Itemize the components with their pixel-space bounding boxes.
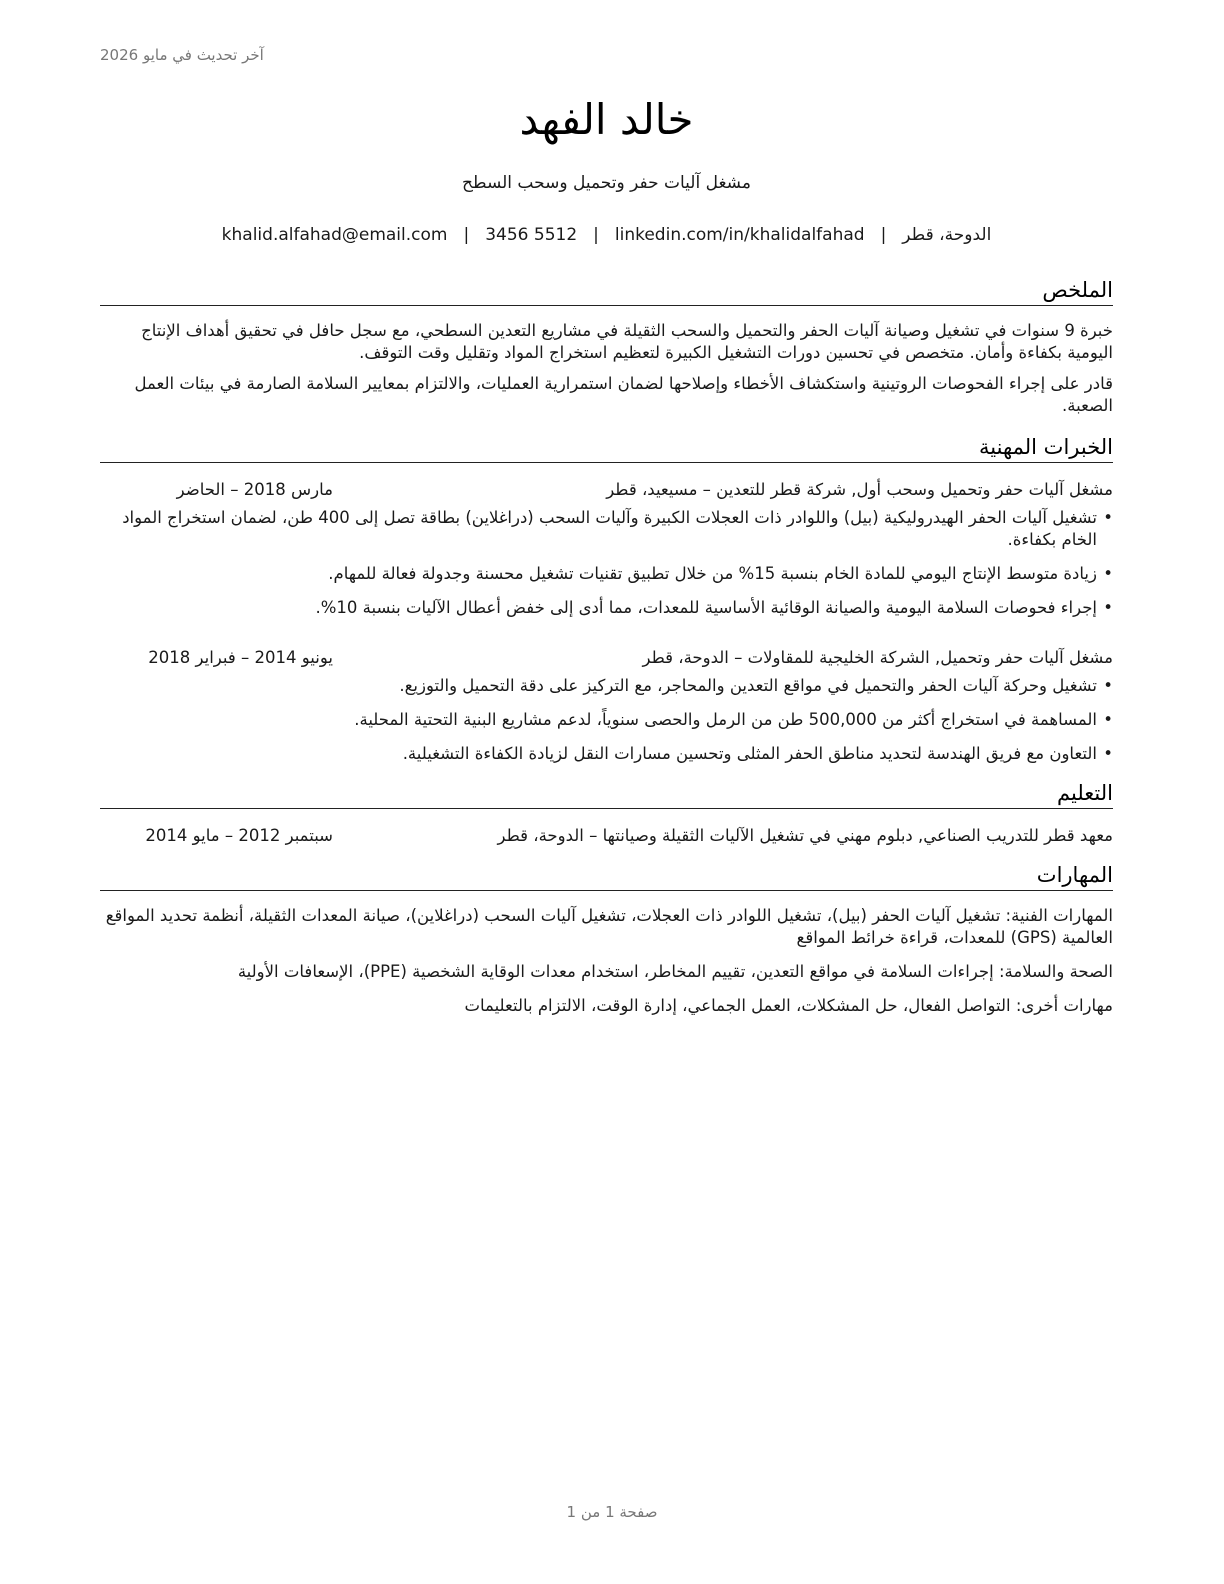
skills-line-technical: المهارات الفنية: تشغيل آليات الحفر (بيل)، تشغيل اللوادر ذات العجلات، تشغيل آليات السحب (دراغلاين)، صيانة المعدات الثقيلة، أنظمة تحديد المواقع العالمية (GPS) للمعدات، قراءة خرائط المواقع — [105, 906, 1113, 947]
resume-content — [100, 276, 1113, 1029]
section-heading-experience: الخبرات المهنية — [100, 433, 1113, 463]
bullet-text: المساهمة في استخراج أكثر من 500,000 طن من الرمل والحصى سنوياً، لدعم مشاريع البنية التحتية المحلية. — [354, 710, 1097, 729]
job-role: مشغل آليات حفر وتحميل, الشركة الخليجية للمقاولات – الدوحة، قطر — [642, 648, 1113, 667]
job-header — [100, 477, 1113, 503]
bullet-dot-icon: • — [1103, 508, 1113, 527]
job-role: مشغل آليات حفر وتحميل وسحب أول, شركة قطر للتعدين – مسيعيد، قطر — [606, 480, 1113, 499]
summary-paragraph: خبرة 9 سنوات في تشغيل وصيانة آليات الحفر والتحميل والسحب الثقيلة في مشاريع التعدين السطحي، مع سجل حافل في تحقيق أهداف الإنتاج اليومية بكفاءة وأمان. متخصص في تحسين دورات التشغيل الكبيرة لتعظيم استخراج المواد وتقليل وقت التوقف. — [141, 321, 1113, 362]
bullet-text: تشغيل آليات الحفر الهيدروليكية (بيل) واللوادر ذات العجلات الكبيرة وآليات السحب (دراغلاين) بطاقة تصل إلى 400 طن، لضمان استخراج المواد الخام بكفاءة. — [122, 508, 1097, 549]
job-dates: مارس 2018 – الحاضر — [176, 480, 333, 499]
education-institution: معهد قطر للتدريب الصناعي, دبلوم مهني في تشغيل الآليات الثقيلة وصيانتها – الدوحة، قطر — [497, 826, 1113, 845]
bullet-dot-icon: • — [1103, 676, 1113, 695]
candidate-title: مشغل آليات حفر وتحميل وسحب السطح — [462, 173, 751, 193]
bullet-dot-icon: • — [1103, 744, 1113, 763]
section-heading-education: التعليم — [100, 779, 1113, 809]
list-item — [100, 743, 1113, 765]
contact-location: الدوحة، قطر — [902, 225, 992, 245]
bullet-text: زيادة متوسط الإنتاج اليومي للمادة الخام بنسبة 15% من خلال تطبيق تقنيات تشغيل محسنة وجدولة فعالة للمهام. — [328, 564, 1097, 583]
job-dates: يونيو 2014 – فبراير 2018 — [148, 648, 333, 667]
contact-line — [100, 222, 1113, 248]
bullet-dot-icon: • — [1103, 598, 1113, 617]
contact-separator: | — [463, 225, 470, 245]
candidate-name: خالد الفهد — [519, 95, 694, 144]
contact-separator: | — [880, 225, 887, 245]
job-bullets — [100, 675, 1113, 765]
last-updated-note: آخر تحديث في مايو 2026 — [100, 46, 264, 64]
summary-paragraph: قادر على إجراء الفحوصات الروتينية واستكشاف الأخطاء وإصلاحها لضمان استمرارية العمليات، والالتزام بمعايير السلامة الصارمة في بيئات العمل الصعبة. — [134, 374, 1113, 415]
list-item — [100, 675, 1113, 697]
education-entry — [100, 823, 1113, 849]
education-dates: سبتمبر 2012 – مايو 2014 — [145, 826, 333, 845]
contact-linkedin[interactable]: linkedin.com/in/khalidalfahad — [614, 225, 865, 245]
section-heading-skills: المهارات — [100, 861, 1113, 891]
page-number: صفحة 1 من 1 — [566, 1503, 658, 1521]
job-header — [100, 645, 1113, 671]
job-entry — [100, 477, 1113, 619]
list-item — [100, 507, 1113, 551]
contact-separator: | — [593, 225, 599, 245]
education-section — [100, 779, 1113, 849]
job-bullets — [100, 507, 1113, 619]
bullet-dot-icon: • — [1103, 564, 1113, 583]
list-item — [100, 563, 1113, 585]
skills-section — [100, 861, 1113, 1017]
skills-line-safety: الصحة والسلامة: إجراءات السلامة في مواقع التعدين، تقييم المخاطر، استخدام معدات الوقاية الشخصية (PPE)، الإسعافات الأولية — [237, 962, 1113, 981]
contact-phone: 3456 5512 — [485, 225, 578, 245]
section-heading-summary: الملخص — [100, 276, 1113, 306]
bullet-text: تشغيل وحركة آليات الحفر والتحميل في مواقع التعدين والمحاجر، مع التركيز على دقة التحميل والتوزيع. — [399, 676, 1097, 695]
contact-email[interactable]: khalid.alfahad@email.com — [221, 225, 448, 245]
list-item — [100, 597, 1113, 619]
experience-section — [100, 433, 1113, 765]
job-entry — [100, 645, 1113, 765]
bullet-text: إجراء فحوصات السلامة اليومية والصيانة الوقائية الأساسية للمعدات، مما أدى إلى خفض أعطال الآليات بنسبة 10%. — [315, 598, 1097, 617]
bullet-dot-icon: • — [1103, 710, 1113, 729]
bullet-text: التعاون مع فريق الهندسة لتحديد مناطق الحفر المثلى وتحسين مسارات النقل لزيادة الكفاءة التشغيلية. — [402, 744, 1097, 763]
skills-line-other: مهارات أخرى: التواصل الفعال، حل المشكلات، العمل الجماعي، إدارة الوقت، الالتزام بالتعليمات — [464, 996, 1113, 1015]
summary-section — [100, 276, 1113, 417]
list-item — [100, 709, 1113, 731]
